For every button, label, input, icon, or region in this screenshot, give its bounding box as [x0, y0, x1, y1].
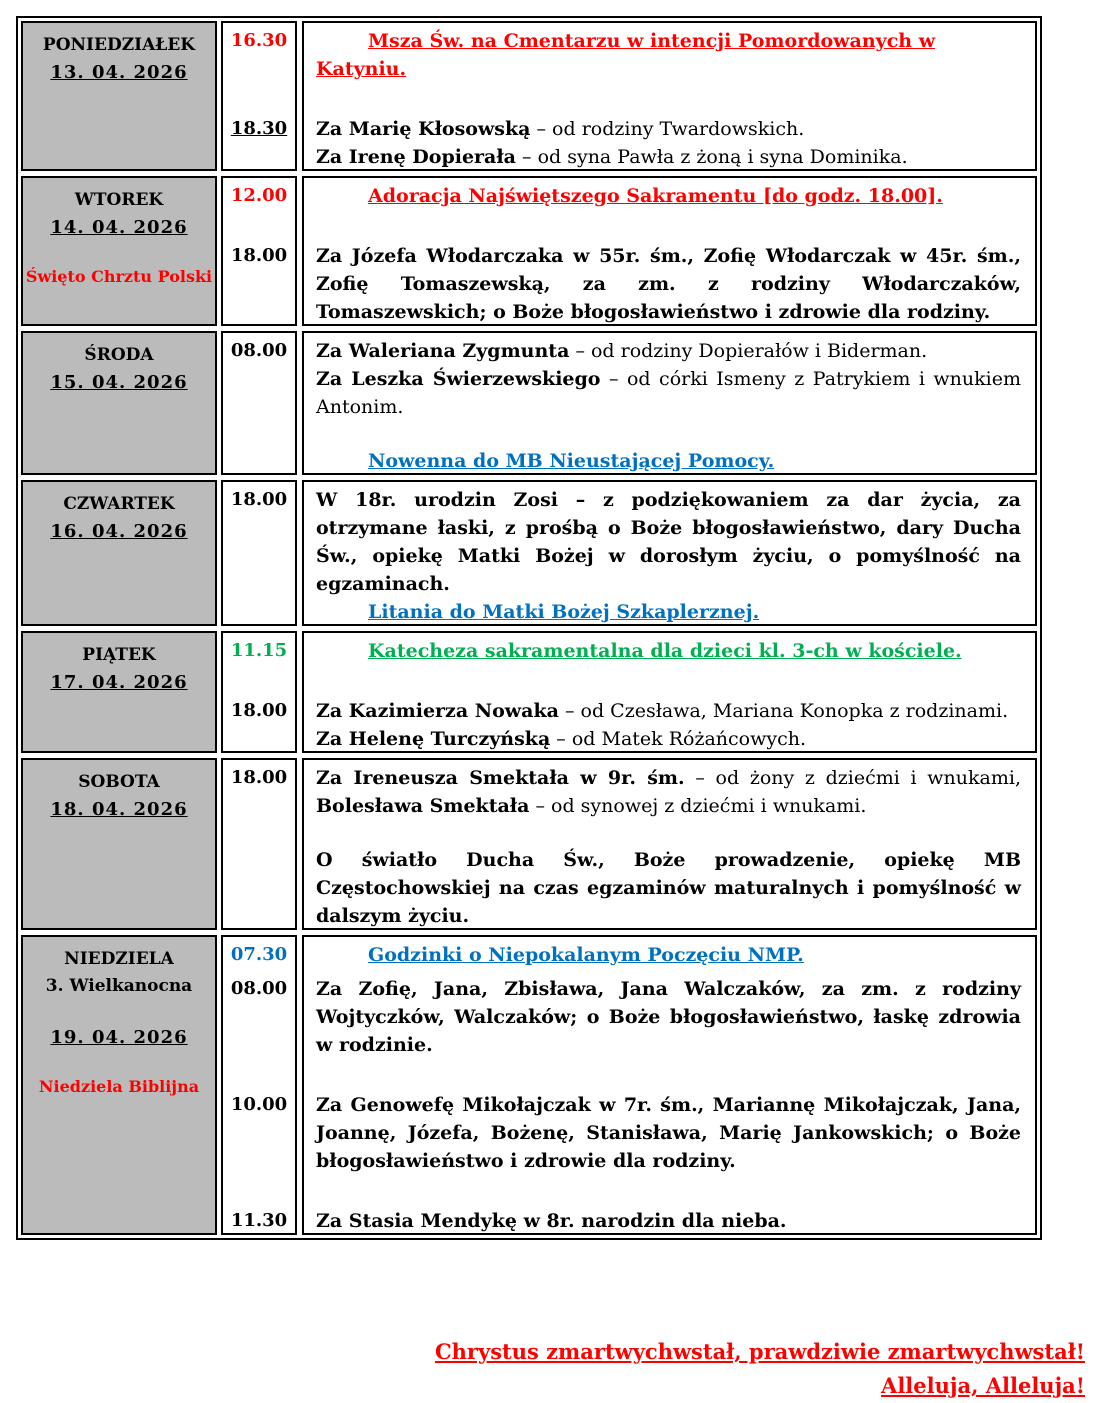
text-run: – od synowej z dziećmi i wnukami. [529, 795, 867, 817]
intention-cell [302, 935, 1037, 969]
table-row [21, 176, 1037, 326]
day-name: WTOREK [74, 190, 164, 210]
text-run: Katecheza sakramentalna dla dzieci kl. 3-ch w kościele. [368, 640, 962, 662]
table-row [21, 480, 1037, 626]
intention-paragraph [316, 598, 1021, 626]
text-run: Za Irenę Dopierała [316, 146, 516, 168]
table-row [21, 758, 1037, 930]
text-run: Za Marię Kłosowską [316, 118, 531, 140]
text-run: Za Genowefę Mikołajczak w 7r. śm., Mariannę Mikołajczak, Jana, Joannę, Józefa, Bożenę, Stanisława, Marię Jankowskich; o Boże błogosławieństwo i zdrowie dla rodziny. [316, 1094, 1021, 1172]
text-run: – od Matek Różańcowych. [550, 728, 807, 750]
intention-cell [302, 21, 1037, 83]
text-run: Za Helenę Turczyńską [316, 728, 551, 750]
time-label: 11.15 [230, 640, 288, 661]
text-run: Bolesława Smektała [316, 795, 530, 817]
footer [0, 1335, 1098, 1403]
table-row [21, 331, 1037, 475]
day-date: 15. 04. 2026 [50, 372, 188, 393]
text-run: – od córki Ismeny z Patrykiem i wnukiem Antonim. [316, 368, 1021, 418]
intention-paragraph [316, 975, 1021, 1059]
text-run: Za Leszka Świerzewskiego [316, 368, 601, 390]
day-cell [21, 331, 217, 475]
intention-cell [302, 691, 1037, 753]
day-name: CZWARTEK [63, 494, 175, 514]
text-run: Godzinki o Niepokalanym Poczęciu NMP. [368, 944, 804, 966]
footer-line: Alleluja, Alleluja! [881, 1373, 1085, 1398]
intention-cell [302, 109, 1037, 171]
intention-paragraph [316, 486, 1021, 598]
text-run: Za Kazimierza Nowaka [316, 700, 559, 722]
text-run: – od żony z dziećmi i wnukami, [684, 767, 1022, 789]
time-label: 16.30 [230, 30, 288, 51]
intention-paragraph [316, 337, 1021, 365]
day-date: 16. 04. 2026 [50, 521, 188, 542]
text-run: Za Waleriana Zygmunta [316, 340, 570, 362]
schedule-table [16, 16, 1042, 1240]
text-run: – od syna Pawła z żoną i syna Dominika. [515, 146, 908, 168]
text-run: O światło Ducha Św., Boże prowadzenie, opiekę MB Częstochowskiej na czas egzaminów maturalnych i pomyślność w dalszym życiu. [316, 849, 1021, 927]
text-run: Adoracja Najświętszego Sakramentu [do godz. 18.00]. [368, 185, 943, 207]
time-label: 18.30 [230, 118, 288, 139]
day-note: Niedziela Biblijna [38, 1077, 200, 1096]
intention-cell [302, 758, 1037, 930]
day-name: NIEDZIELA [64, 949, 174, 969]
intention-paragraph [316, 697, 1021, 725]
time-label: 11.30 [230, 1210, 288, 1231]
intention-cell [302, 1085, 1037, 1175]
intention-cell [302, 1201, 1037, 1235]
day-date: 13. 04. 2026 [50, 62, 188, 83]
day-name: ŚRODA [84, 345, 154, 365]
text-run: Nowenna do MB Nieustającej Pomocy. [368, 450, 775, 472]
intention-paragraph [316, 27, 1021, 83]
intention-paragraph [316, 365, 1021, 421]
time-label: 18.00 [230, 489, 288, 510]
day-date: 14. 04. 2026 [50, 217, 188, 238]
day-name: PIĄTEK [82, 645, 156, 665]
day-date: 17. 04. 2026 [50, 672, 188, 693]
intention-cell [302, 480, 1037, 626]
intention-paragraph [316, 637, 1021, 665]
day-cell [21, 935, 217, 1235]
time-label: 08.00 [230, 978, 288, 999]
day-cell [21, 21, 217, 171]
text-run: Za Zofię, Jana, Zbisława, Jana Walczaków, za zm. z rodziny Wojtyczków, Walczaków; o Boże błogosławieństwo, łaskę zdrowia w rodzinie. [316, 978, 1021, 1056]
intention-paragraph [316, 242, 1021, 326]
day-cell [21, 480, 217, 626]
day-cell [21, 758, 217, 930]
table-row [21, 631, 1037, 753]
time-label: 12.00 [230, 185, 288, 206]
text-run: – od rodziny Twardowskich. [530, 118, 805, 140]
intention-paragraph [316, 1091, 1021, 1175]
text-run: – od rodziny Dopierałów i Biderman. [569, 340, 928, 362]
time-label: 07.30 [230, 944, 288, 965]
intention-cell [302, 969, 1037, 1059]
intention-cell [302, 176, 1037, 210]
day-date: 18. 04. 2026 [50, 799, 188, 820]
intention-paragraph [316, 143, 1021, 171]
day-name: 3. Wielkanocna [45, 976, 193, 996]
time-label: 18.00 [230, 700, 288, 721]
table-row [21, 935, 1037, 1235]
text-run: Za Stasia Mendykę w 8r. narodzin dla nieba. [316, 1210, 787, 1232]
intention-cell [302, 631, 1037, 665]
intention-cell [302, 331, 1037, 475]
table-row [21, 21, 1037, 171]
intention-paragraph [316, 1207, 1021, 1235]
day-date: 19. 04. 2026 [50, 1027, 188, 1048]
text-run: Litania do Matki Bożej Szkaplerznej. [368, 601, 760, 623]
intention-paragraph [316, 182, 1021, 210]
footer-line: Chrystus zmartwychwstał, prawdziwie zmartwychwstał! [434, 1339, 1085, 1364]
time-label: 10.00 [230, 1094, 288, 1115]
text-run: Za Józefa Włodarczaka w 55r. śm., Zofię Włodarczak w 45r. śm., Zofię Tomaszewską, za zm. z rodziny Włodarczaków, Tomaszewskich; o Boże błogosławieństwo i zdrowie dla rodziny. [316, 245, 1021, 323]
time-label: 08.00 [230, 340, 288, 361]
intention-paragraph [316, 941, 1021, 969]
text-run: W 18r. urodzin Zosi – z podziękowaniem za dar życia, za otrzymane łaski, z prośbą o Boże błogosławieństwo, dary Ducha Św., opiekę Matki Bożej w dorosłym życiu, o pomyślność na egzaminach. [316, 489, 1021, 595]
intention-paragraph [316, 725, 1021, 753]
text-run: – od Czesława, Mariana Konopka z rodzinami. [558, 700, 1009, 722]
day-cell [21, 176, 217, 326]
day-name: SOBOTA [78, 772, 160, 792]
intention-cell [302, 236, 1037, 326]
intention-paragraph [316, 447, 1021, 475]
intention-paragraph [316, 115, 1021, 143]
text-run: Za Ireneusza Smektała w 9r. śm. [316, 767, 685, 789]
time-label: 18.00 [230, 767, 288, 788]
day-name: PONIEDZIAŁEK [42, 35, 196, 55]
text-run: Msza Św. na Cmentarzu w intencji Pomordowanych w Katyniu. [316, 30, 936, 80]
intention-paragraph [316, 846, 1021, 930]
day-note: Święto Chrztu Polski [25, 267, 213, 286]
intention-paragraph [316, 764, 1021, 820]
time-label: 18.00 [230, 245, 288, 266]
day-cell [21, 631, 217, 753]
